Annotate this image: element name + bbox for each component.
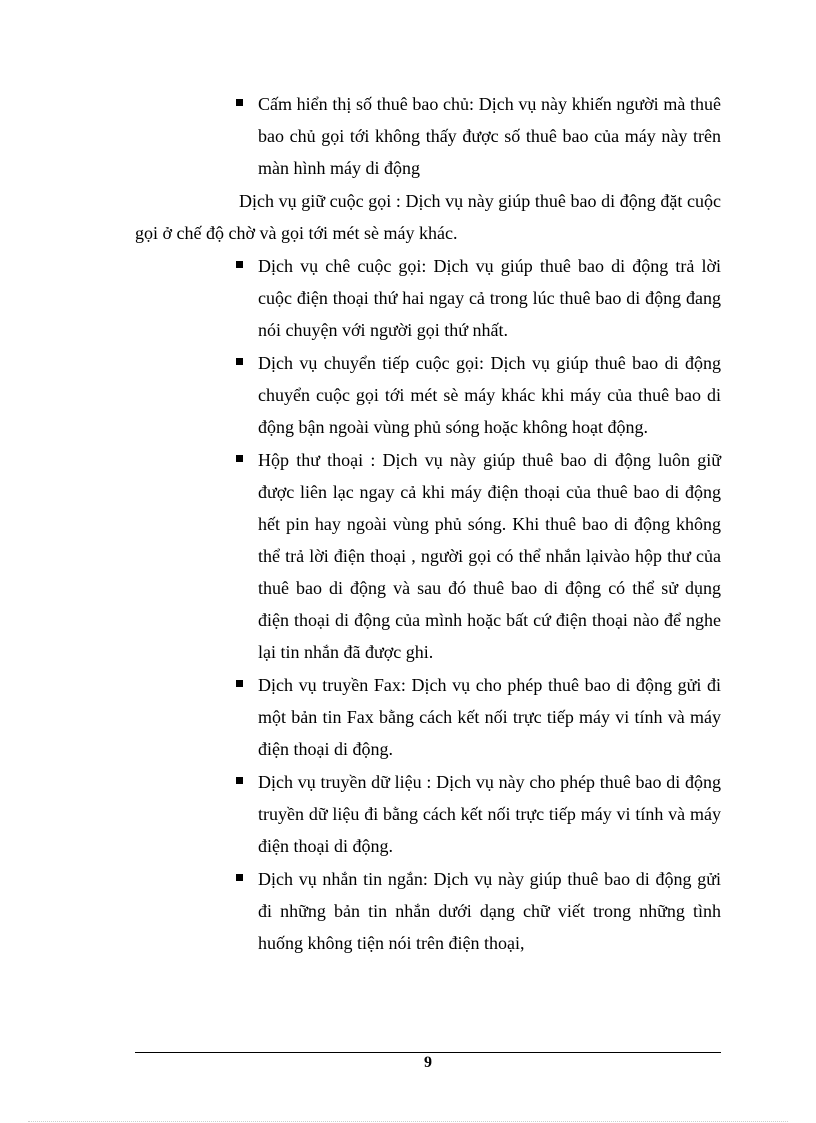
bullet-item-call-forwarding [258,347,721,443]
square-bullet-icon [236,777,243,784]
square-bullet-icon [236,99,243,106]
bullet-item-call-waiting [258,250,721,346]
page-number: 9 [424,1054,432,1071]
square-bullet-icon [236,455,243,462]
bullet-text: Dịch vụ truyền dữ liệu : Dịch vụ này cho phép thuê bao di động truyền dữ liệu đi bằng cách kết nối trực tiếp máy vi tính và máy điện thoại di động. [258,772,721,856]
bullet-item-voicemail [258,444,721,668]
bullet-item-fax [258,669,721,765]
bullet-text: Cấm hiển thị số thuê bao chủ: Dịch vụ này khiến người mà thuê bao chủ gọi tới không thấy được số thuê bao của máy này trên màn hình máy di động [258,94,721,178]
square-bullet-icon [236,874,243,881]
paragraph-call-hold: Dịch vụ giữ cuộc gọi : Dịch vụ này giúp thuê bao di động đặt cuộc gọi ở chế độ chờ và gọi tới mét sè máy khác. [135,191,721,243]
bullet-item-data-transfer [258,766,721,862]
square-bullet-icon [236,680,243,687]
square-bullet-icon [236,261,243,268]
bullet-text: Hộp thư thoại : Dịch vụ này giúp thuê bao di động luôn giữ được liên lạc ngay cả khi máy điện thoại của thuê bao di động hết pin hay ngoài vùng phủ sóng. Khi thuê bao di động không thể trả lời điện thoại , người gọi có thể nhắn lạivào hộp thư của thuê bao di động và sau đó thuê bao di động có thể sử dụng điện thoại di động của mình hoặc bất cứ điện thoại nào để nghe lại tin nhắn đã được ghi. [258,450,721,662]
page-boundary-divider [28,1121,788,1122]
bullet-item-hide-caller-id [258,88,721,184]
bullet-text: Dịch vụ chê cuộc gọi: Dịch vụ giúp thuê bao di động trả lời cuộc điện thoại thứ hai ngay cả trong lúc thuê bao di động đang nói chuyện với người gọi thứ nhất. [258,256,721,340]
bullet-text: Dịch vụ chuyển tiếp cuộc gọi: Dịch vụ giúp thuê bao di động chuyển cuộc gọi tới mét sè máy khác khi máy của thuê bao di động bận ngoài vùng phủ sóng hoặc không hoạt động. [258,353,721,437]
bullet-text: Dịch vụ truyền Fax: Dịch vụ cho phép thuê bao di động gửi đi một bản tin Fax bằng cách kết nối trực tiếp máy vi tính và máy điện thoại di động. [258,675,721,759]
square-bullet-icon [236,358,243,365]
page-content [135,88,721,960]
bullet-text: Dịch vụ nhắn tin ngắn: Dịch vụ này giúp thuê bao di động gửi đi những bản tin nhắn dưới dạng chữ viết trong những tình huống không tiện nói trên điện thoại, [258,869,721,953]
bullet-item-sms [258,863,721,959]
